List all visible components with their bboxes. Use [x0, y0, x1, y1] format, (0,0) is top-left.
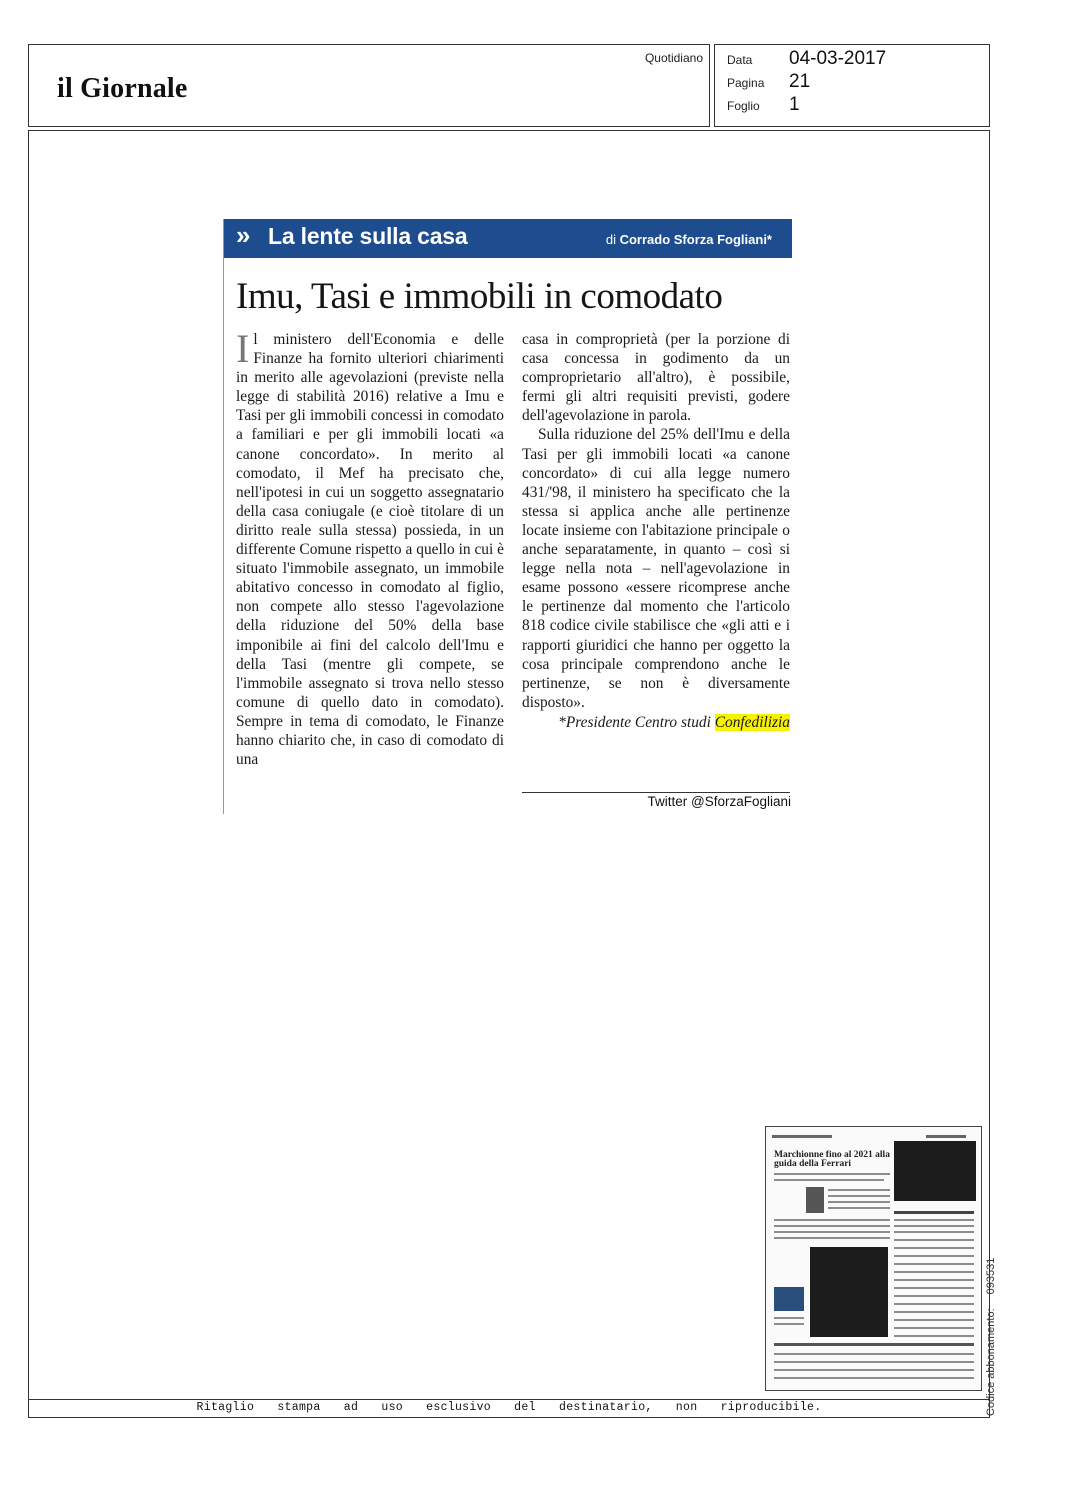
twitter-divider [522, 792, 790, 793]
masthead-logo: il Giornale [57, 73, 188, 104]
highlighted-organization: Confedilizia [714, 713, 790, 731]
header-left-box [28, 44, 710, 127]
byline-prefix: di [605, 232, 616, 247]
publication-type: Quotidiano [644, 51, 703, 65]
thumb-infobox [774, 1287, 804, 1311]
byline [606, 232, 772, 247]
thumb-headline: Marchionne fino al 2021 alla guida della Ferrari [774, 1150, 890, 1169]
article-headline: Imu, Tasi e immobili in comodato [236, 276, 723, 317]
paragraph: casa in comproprietà (per la porzione di casa concessa in godimento da un comproprietario all'altro), è possibile, fermi gli altri requisiti previsti, godere dell'agevolazione in parola. [522, 331, 790, 425]
article-column-2 [522, 330, 790, 732]
date-label: Data [727, 53, 753, 67]
author-name: Corrado Sforza Fogliani* [619, 232, 772, 247]
header-meta-box [714, 44, 990, 127]
rubric-banner [224, 219, 792, 258]
subscription-code-value: 093531 [985, 1257, 997, 1295]
sheet-value: 1 [789, 94, 800, 115]
drop-cap: I [236, 326, 250, 371]
article-column-1 [236, 326, 504, 769]
date-value: 04-03-2017 [789, 48, 887, 69]
subscription-code-label: Codice abbonamento: [985, 1308, 997, 1416]
footer-notice: Ritaglio stampa ad uso esclusivo del destinatario, non riproducibile. [196, 1401, 822, 1414]
thumb-photo [894, 1141, 976, 1201]
page-value: 21 [789, 71, 811, 92]
thumb-meta [926, 1135, 966, 1138]
chevron-right-icon: » [236, 220, 251, 250]
subscription-code [985, 1258, 997, 1416]
author-note [522, 713, 790, 732]
paragraph: l ministero dell'Economia e delle Finanze ha fornito ulteriori chiarimenti in merito alle agevolazioni (previste nella legge di stabilità 2016) relative a Imu e Tasi per gli immobili concessi in comodato a familiari e per gli immobili locati «a canone concordato». In merito al comodato, il Mef ha precisato che, nell'ipotesi in cui un soggetto assegnatario della casa coniugale (e cioè titolare di un diritto reale sulla stessa) possieda, in un differente Comune rispetto a quello in cui è situato l'immobile assegnato, un immobile abitativo concesso in comodato al figlio, non compete allo stesso l'agevolazione della riduzione del 50% della base imponibile ai fini del calcolo dell'Imu e della Tasi (mentre gli compete, se l'immobile assegnato si trova nello stesso comune di quello dato in comodato). Sempre in tema di comodato, le Finanze hanno chiarito che, in caso di comodato di una [236, 331, 504, 769]
thumb-portrait [806, 1187, 824, 1213]
rubric-title: La lente sulla casa [268, 223, 468, 249]
thumb-masthead [772, 1135, 832, 1138]
twitter-handle: Twitter @SforzaFogliani [647, 794, 791, 809]
page-label: Pagina [727, 76, 765, 90]
page-thumbnail [765, 1126, 982, 1391]
author-note-prefix: *Presidente Centro studi [558, 713, 711, 731]
thumb-article-block [810, 1247, 888, 1337]
paragraph: Sulla riduzione del 25% dell'Imu e della Tasi per gli immobili locati «a canone concordato» di cui alla legge numero 431/'98, il ministero ha specificato che la stessa si applica anche alle pertinenze locate insieme con l'abitazione principale o anche separatamente, in quanto – così si legge nella nota – nell'agevolazione in esame possono «essere ricomprese anche le pertinenze dal momento che l'articolo 818 codice civile stabilisce che «gli atti e i rapporti giuridici che hanno per oggetto la cosa principale comprendono anche le pertinenze, se non è diversamente disposto». [522, 426, 790, 711]
article [223, 219, 794, 814]
sheet-label: Foglio [727, 99, 760, 113]
footer-divider [29, 1399, 989, 1400]
